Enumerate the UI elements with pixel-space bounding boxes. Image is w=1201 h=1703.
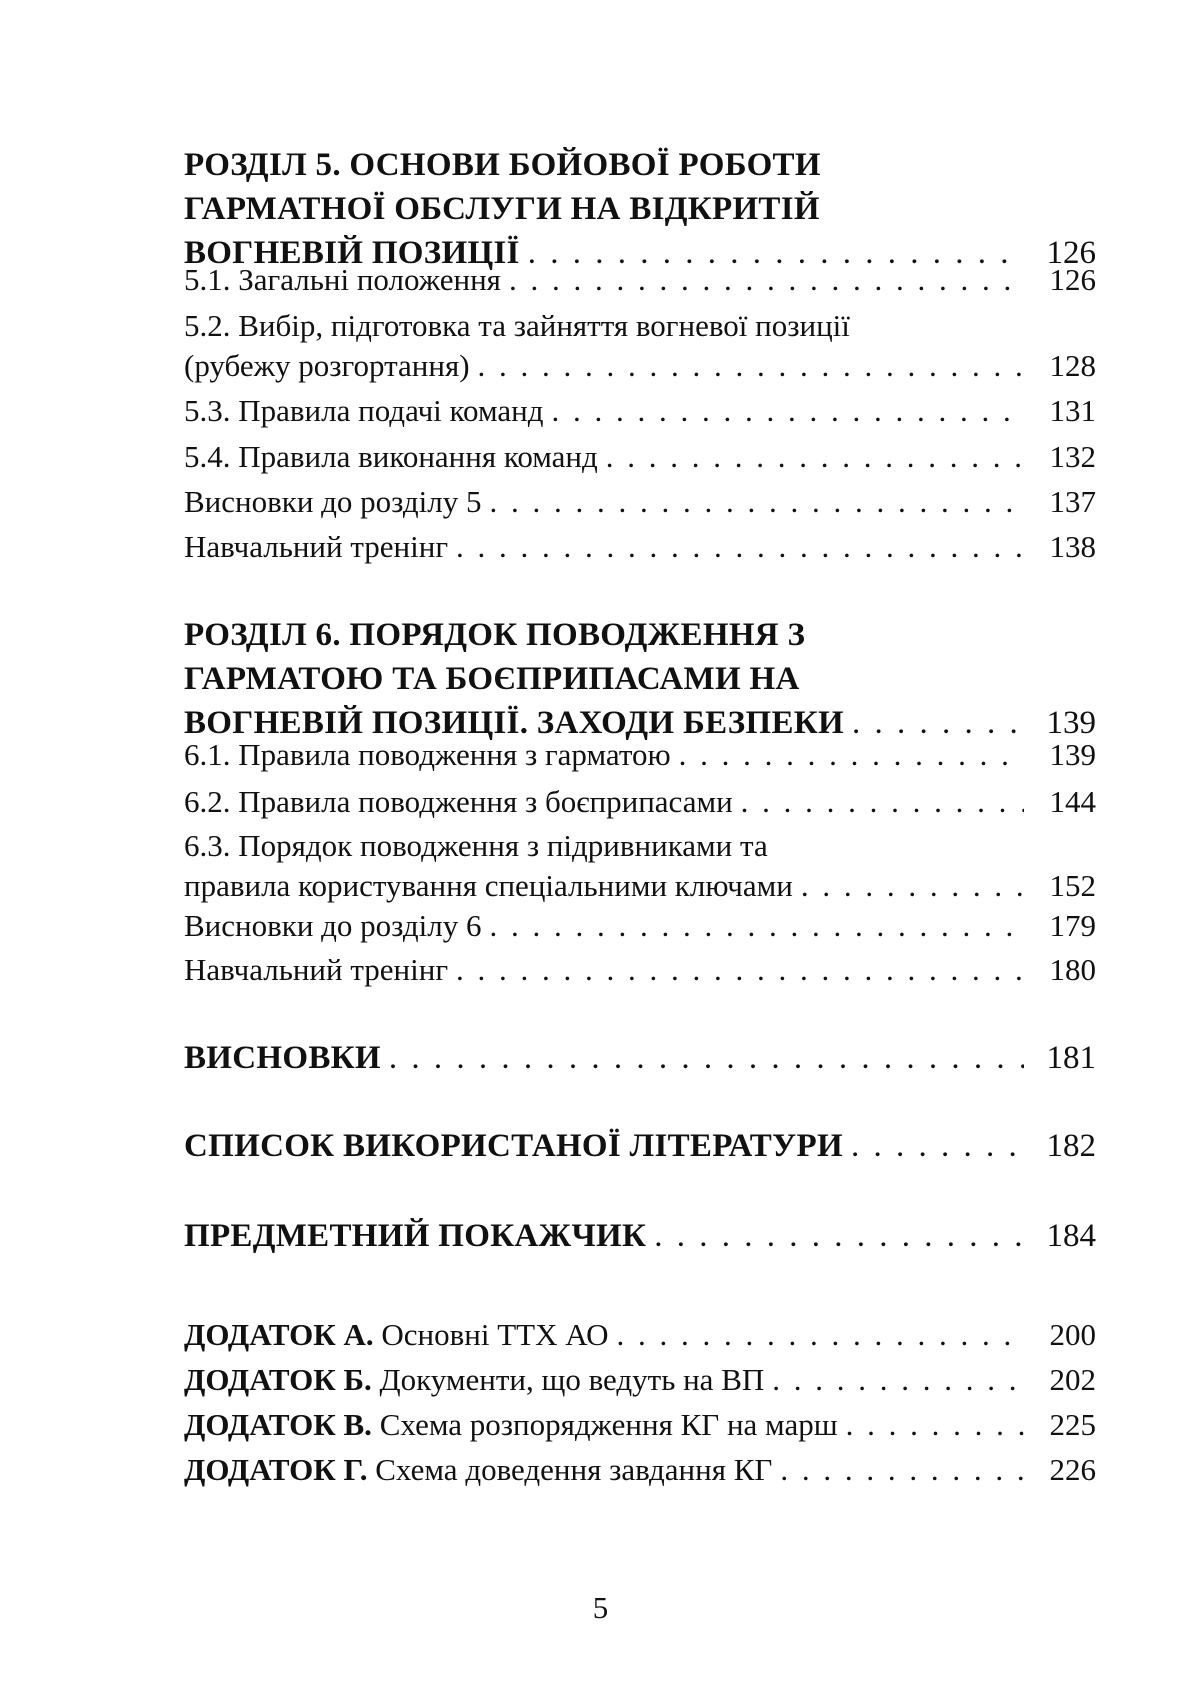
appendix-label: ДОДАТОК А.	[184, 1317, 374, 1352]
toc-item-5-2[interactable]: 5.2. Вибір, підготовка та зайняття вогневої позиції (рубежу розгортання) . . . 128	[184, 306, 1096, 386]
toc-appendix-g[interactable]: ДОДАТОК Г. Схема доведення завдання КГ . . . 226	[184, 1450, 1096, 1490]
dot-leader	[456, 950, 1024, 990]
dot-leader	[679, 735, 1024, 775]
toc-section-5-heading[interactable]	[184, 143, 1096, 275]
page-ref: 184	[1046, 1218, 1096, 1254]
toc-heading-line: ВОГНЕВІЙ ПОЗИЦІЇ. ЗАХОДИ БЕЗПЕКИ . . . 139	[184, 701, 1096, 745]
toc-item-5-1[interactable]: 5.1. Загальні положення . . . 126	[184, 260, 1096, 300]
toc-heading-line: ГАРМАТОЮ ТА БОЄПРИПАСАМИ НА	[184, 661, 800, 697]
toc-item-6-1[interactable]: 6.1. Правила поводження з гарматою . . . 139	[184, 735, 1096, 775]
toc-item-conclusions-5[interactable]: Висновки до розділу 5 . . . 137	[184, 482, 1096, 522]
toc-heading-line: ГАРМАТНОЇ ОБСЛУГИ НА ВІДКРИТІЙ	[184, 191, 820, 227]
dot-leader	[801, 866, 1024, 906]
dot-leader	[456, 527, 1024, 567]
toc-heading-line: РОЗДІЛ 6. ПОРЯДОК ПОВОДЖЕННЯ З	[184, 617, 806, 653]
toc-item-6-3[interactable]: 6.3. Порядок поводження з підривниками та правила користування спеціальними ключами . . . 152	[184, 826, 1096, 906]
page-ref: 181	[1046, 1040, 1096, 1076]
page-ref: 126	[1049, 262, 1096, 297]
dot-leader	[851, 1124, 1024, 1168]
toc-subject-index[interactable]: ПРЕДМЕТНИЙ ПОКАЖЧИК . . . 184	[184, 1214, 1096, 1258]
toc-heading-line: РОЗДІЛ 5. ОСНОВИ БОЙОВОЇ РОБОТИ	[184, 147, 821, 183]
toc-appendix-a[interactable]: ДОДАТОК А. Основні ТТХ АО . . . 200	[184, 1315, 1096, 1355]
dot-leader	[389, 1036, 1024, 1080]
dot-leader	[846, 1405, 1024, 1445]
toc-conclusions[interactable]: ВИСНОВКИ . . . 181	[184, 1036, 1096, 1080]
page-ref: 179	[1049, 908, 1096, 943]
toc-item-5-3[interactable]: 5.3. Правила подачі команд . . . 131	[184, 391, 1096, 431]
toc-heading-line: ВОГНЕВІЙ ПОЗИЦІЇ . . . 126	[184, 231, 1096, 275]
toc-appendix-b[interactable]: ДОДАТОК Б. Документи, що ведуть на ВП . . . 202	[184, 1360, 1096, 1400]
page-number: 5	[592, 1590, 609, 1625]
dot-leader	[741, 782, 1024, 822]
page-ref: 144	[1049, 784, 1096, 819]
page-ref: 225	[1049, 1407, 1096, 1442]
dot-leader	[509, 260, 1024, 300]
toc-item-training-6[interactable]: Навчальний тренінг . . . 180	[184, 950, 1096, 990]
page-ref: 139	[1046, 705, 1096, 741]
page-ref: 128	[1049, 348, 1096, 383]
dot-leader	[654, 1214, 1024, 1258]
toc-item-training-5[interactable]: Навчальний тренінг . . . 138	[184, 527, 1096, 567]
page-ref: 131	[1049, 393, 1096, 428]
page-ref: 152	[1049, 868, 1096, 903]
dot-leader	[616, 1315, 1024, 1355]
dot-leader	[489, 482, 1024, 522]
page-ref: 200	[1049, 1317, 1096, 1352]
dot-leader	[772, 1360, 1024, 1400]
toc-item-conclusions-6[interactable]: Висновки до розділу 6 . . . 179	[184, 906, 1096, 946]
dot-leader	[551, 391, 1024, 431]
dot-leader	[606, 437, 1024, 477]
page-ref: 182	[1046, 1128, 1096, 1164]
toc-references[interactable]: СПИСОК ВИКОРИСТАНОЇ ЛІТЕРАТУРИ . . . 182	[184, 1124, 1096, 1168]
page-ref: 180	[1049, 952, 1096, 987]
toc-appendix-v[interactable]: ДОДАТОК В. Схема розпорядження КГ на марш . . . 225	[184, 1405, 1096, 1445]
toc-section-6-heading[interactable]	[184, 613, 1096, 745]
dot-leader	[478, 346, 1024, 386]
appendix-label: ДОДАТОК Г.	[184, 1452, 368, 1487]
appendix-label: ДОДАТОК В.	[184, 1407, 372, 1442]
dot-leader	[780, 1450, 1024, 1490]
page-ref: 126	[1046, 235, 1096, 271]
page-ref: 139	[1049, 737, 1096, 772]
page-ref: 226	[1049, 1452, 1096, 1487]
page-ref: 202	[1049, 1362, 1096, 1397]
page-ref: 132	[1049, 439, 1096, 474]
toc-item-6-2[interactable]: 6.2. Правила поводження з боєприпасами . . . 144	[184, 782, 1096, 822]
page-ref: 137	[1049, 484, 1096, 519]
appendix-label: ДОДАТОК Б.	[184, 1362, 372, 1397]
page-ref: 138	[1049, 529, 1096, 564]
toc-item-5-4[interactable]: 5.4. Правила виконання команд . . . 132	[184, 437, 1096, 477]
dot-leader	[489, 906, 1024, 946]
